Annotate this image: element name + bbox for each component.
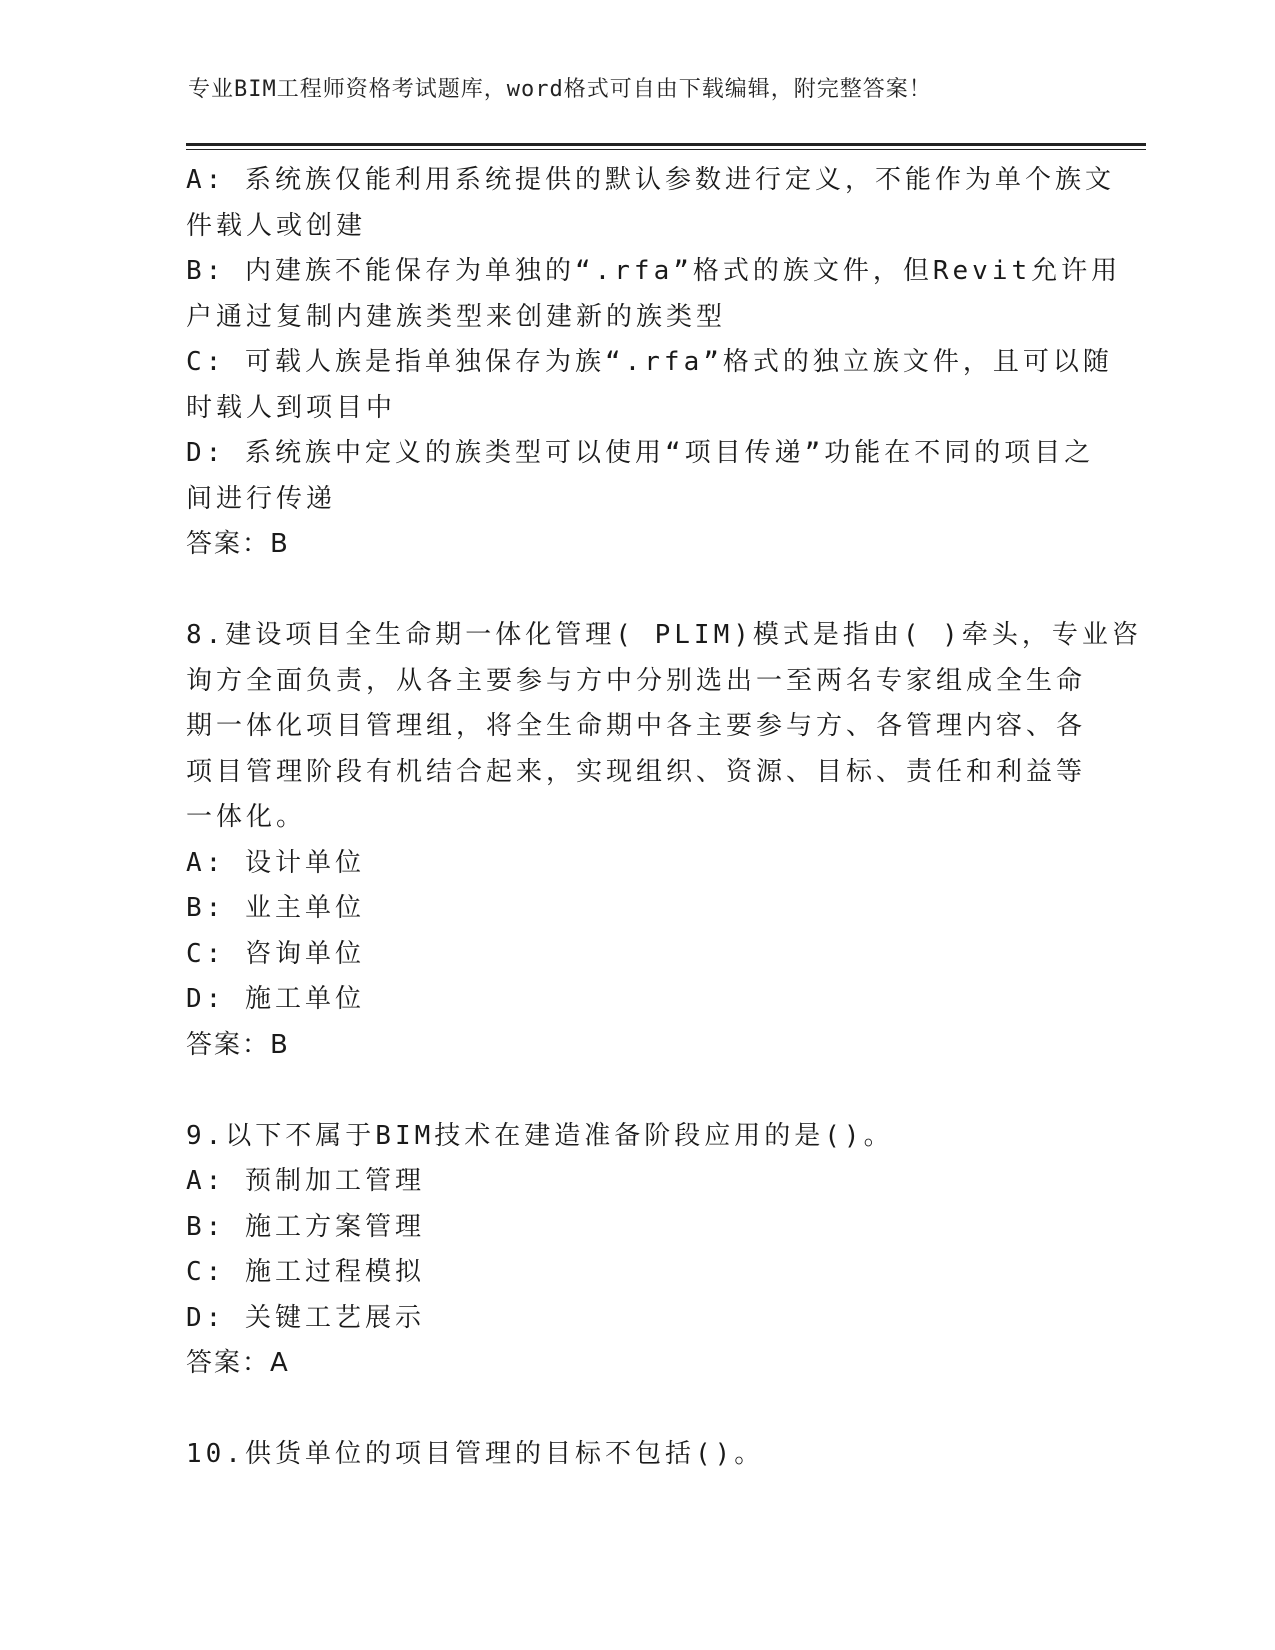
q10-stem: 10.供货单位的项目管理的目标不包括()。	[186, 1439, 765, 1469]
q8-stem-line-1: 8.建设项目全生命期一体化管理( PLIM)模式是指由( )牵头，专业咨	[186, 620, 1142, 650]
q8-option-a: A: 设计单位	[186, 847, 365, 878]
q7-option-b-line-1: B: 内建族不能保存为单独的“.rfa”格式的族文件，但Revit允许用	[186, 256, 1122, 286]
q8-option-b: B: 业主单位	[186, 893, 365, 923]
q9-option-b: B: 施工方案管理	[186, 1211, 425, 1242]
q9-option-a: A: 预制加工管理	[186, 1166, 425, 1196]
q8-stem-line-4: 项目管理阶段有机结合起来，实现组织、资源、目标、责任和利益等	[186, 756, 1087, 787]
header-rule-thin	[186, 149, 1146, 150]
page-header: 专业BIM工程师资格考试题库，word格式可自由下载编辑，附完整答案！	[188, 77, 932, 102]
q8-option-d: D: 施工单位	[186, 984, 365, 1014]
header-rule-thick	[186, 143, 1146, 146]
spacer	[186, 1068, 1066, 1114]
q7-option-d-line-2: 间进行传递	[186, 483, 337, 514]
q9-answer: 答案：A	[186, 1348, 290, 1378]
question-10	[186, 1432, 1066, 1478]
question-7	[186, 158, 1122, 568]
q8-stem-line-2: 询方全面负责，从各主要参与方中分别选出一至两名专家组成全生命	[186, 665, 1087, 696]
q8-option-c: C: 咨询单位	[186, 938, 365, 969]
q9-stem: 9.以下不属于BIM技术在建造准备阶段应用的是()。	[186, 1120, 894, 1151]
q7-option-a-line-1: A: 系统族仅能利用系统提供的默认参数进行定义，不能作为单个族文	[186, 165, 1115, 195]
q8-stem-line-5: 一体化。	[186, 802, 307, 832]
q9-option-c: C: 施工过程模拟	[186, 1257, 425, 1287]
q8-stem-line-3: 期一体化项目管理组，将全生命期中各主要参与方、各管理内容、各	[186, 711, 1087, 741]
q7-option-b-line-2: 户通过复制内建族类型来创建新的族类型	[186, 301, 727, 332]
q9-option-d: D: 关键工艺展示	[186, 1302, 425, 1333]
q7-answer: 答案：B	[186, 529, 290, 559]
q7-option-c-line-2: 时载人到项目中	[186, 392, 397, 423]
q7-option-c-line-1: C: 可载人族是指单独保存为族“.rfa”格式的独立族文件，且可以随	[186, 347, 1113, 377]
spacer	[186, 568, 1066, 614]
q7-option-d-line-1: D: 系统族中定义的族类型可以使用“项目传递”功能在不同的项目之	[186, 438, 1095, 468]
q8-answer: 答案：B	[186, 1029, 290, 1060]
spacer	[186, 1387, 1066, 1433]
question-8	[186, 613, 1142, 1068]
document-body	[186, 158, 1142, 1478]
q7-option-a-line-2: 件载人或创建	[186, 210, 367, 241]
question-9	[186, 1114, 1066, 1387]
